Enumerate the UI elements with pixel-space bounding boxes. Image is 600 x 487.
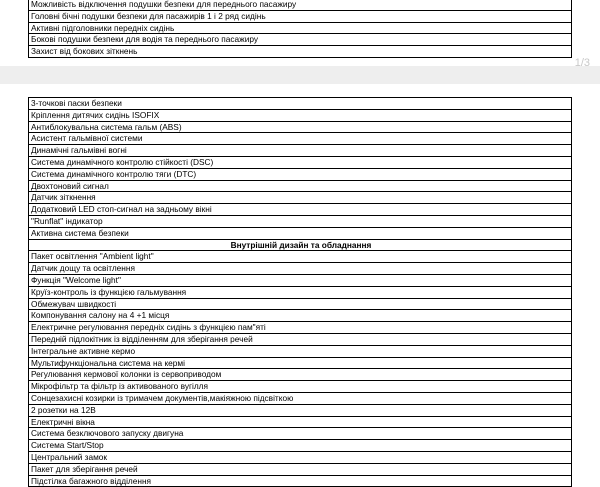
table-cell: 3-точкові паски безпеки bbox=[29, 98, 572, 110]
page-indicator: 1/3 bbox=[574, 57, 590, 69]
table-row bbox=[29, 428, 572, 440]
table-cell: Система динамічного контролю тяги (DTC) bbox=[29, 168, 572, 180]
table-cell: Мікрофільтр та фільтр із активованого вугілля bbox=[29, 381, 572, 393]
table-row bbox=[29, 156, 572, 168]
table-cell: Регулювання кермової колонки із сервоприводом bbox=[29, 369, 572, 381]
table-row bbox=[29, 274, 572, 286]
table-row bbox=[29, 0, 572, 10]
table-row bbox=[29, 369, 572, 381]
table-row bbox=[29, 463, 572, 475]
table-cell: Захист від бокових зіткнень bbox=[29, 46, 572, 58]
table-row bbox=[29, 440, 572, 452]
table-cell: Інтегральне активне кермо bbox=[29, 345, 572, 357]
table-cell: Антиблокувальна система гальм (ABS) bbox=[29, 121, 572, 133]
table-row bbox=[29, 204, 572, 216]
table-row bbox=[29, 34, 572, 46]
table-row bbox=[29, 168, 572, 180]
table-row bbox=[29, 109, 572, 121]
table-row bbox=[29, 451, 572, 463]
table-cell: Центральний замок bbox=[29, 451, 572, 463]
table-cell: Підстілка багажного відділення bbox=[29, 475, 572, 487]
table-cell: Асистент гальмівної системи bbox=[29, 133, 572, 145]
table-cell: Активні підголовники передніх сидінь bbox=[29, 22, 572, 34]
table-row bbox=[29, 286, 572, 298]
table-row bbox=[29, 251, 572, 263]
table-cell: Динамічні гальмівні вогні bbox=[29, 145, 572, 157]
table-cell: Сонцезахисні козирки із тримачем документів,макіяжною підсвіткою bbox=[29, 392, 572, 404]
table-row bbox=[29, 475, 572, 487]
table-row bbox=[29, 392, 572, 404]
table-cell: Передній підлокітник із відділенням для зберігання речей bbox=[29, 333, 572, 345]
table-row bbox=[29, 22, 572, 34]
table-row bbox=[29, 322, 572, 334]
table-row bbox=[29, 345, 572, 357]
section-heading-row bbox=[29, 239, 572, 251]
table-row bbox=[29, 46, 572, 58]
table-row bbox=[29, 298, 572, 310]
table-row bbox=[29, 10, 572, 22]
table-cell: Електричні вікна bbox=[29, 416, 572, 428]
table-cell: Пакет для зберігання речей bbox=[29, 463, 572, 475]
table-cell: Мультифункціональна система на кермі bbox=[29, 357, 572, 369]
table-row bbox=[29, 227, 572, 239]
section-heading: Внутрішній дизайн та обладнання bbox=[29, 239, 572, 251]
table-cell: Обмежувач швидкості bbox=[29, 298, 572, 310]
table-row bbox=[29, 416, 572, 428]
table-cell: Електричне регулювання передніх сидінь з функцією пам"яті bbox=[29, 322, 572, 334]
table-cell: Датчик зіткнення bbox=[29, 192, 572, 204]
table-cell: Можливість відключення подушки безпеки для переднього пасажиру bbox=[29, 0, 572, 10]
table-row bbox=[29, 133, 572, 145]
table-row bbox=[29, 145, 572, 157]
page-separator bbox=[0, 66, 600, 84]
table-row bbox=[29, 121, 572, 133]
table-row bbox=[29, 98, 572, 110]
table-row bbox=[29, 215, 572, 227]
table-cell: Функція "Welcome light" bbox=[29, 274, 572, 286]
table-row bbox=[29, 333, 572, 345]
table-cell: Бокові подушки безпеки для водія та переднього пасажиру bbox=[29, 34, 572, 46]
table-cell: Датчик дощу та освітлення bbox=[29, 263, 572, 275]
table-cell: Пакет освітлення "Ambient light" bbox=[29, 251, 572, 263]
table-row bbox=[29, 381, 572, 393]
table-row bbox=[29, 357, 572, 369]
table-cell: Компонування салону на 4 +1 місця bbox=[29, 310, 572, 322]
table-cell: Система Start/Stop bbox=[29, 440, 572, 452]
table-cell: Додатковий LED стоп-сигнал на задньому вікні bbox=[29, 204, 572, 216]
features-table-page-1 bbox=[28, 0, 572, 58]
table-row bbox=[29, 192, 572, 204]
table-cell: Активна система безпеки bbox=[29, 227, 572, 239]
table-cell: "Runflat" індикатор bbox=[29, 215, 572, 227]
table-row bbox=[29, 180, 572, 192]
table-cell: Головні бічні подушки безпеки для пасажирів 1 і 2 ряд сидінь bbox=[29, 10, 572, 22]
table-row bbox=[29, 310, 572, 322]
table-cell: Круїз-контроль із функцією гальмування bbox=[29, 286, 572, 298]
table-cell: Система динамічного контролю стійкості (DSC) bbox=[29, 156, 572, 168]
features-table-page-2 bbox=[28, 97, 572, 487]
table-cell: Кріплення дитячих сидінь ISOFIX bbox=[29, 109, 572, 121]
table-row bbox=[29, 404, 572, 416]
table-cell: Двохтоновий сигнал bbox=[29, 180, 572, 192]
table-cell: Система безключового запуску двигуна bbox=[29, 428, 572, 440]
table-row bbox=[29, 263, 572, 275]
table-cell: 2 розетки на 12В bbox=[29, 404, 572, 416]
